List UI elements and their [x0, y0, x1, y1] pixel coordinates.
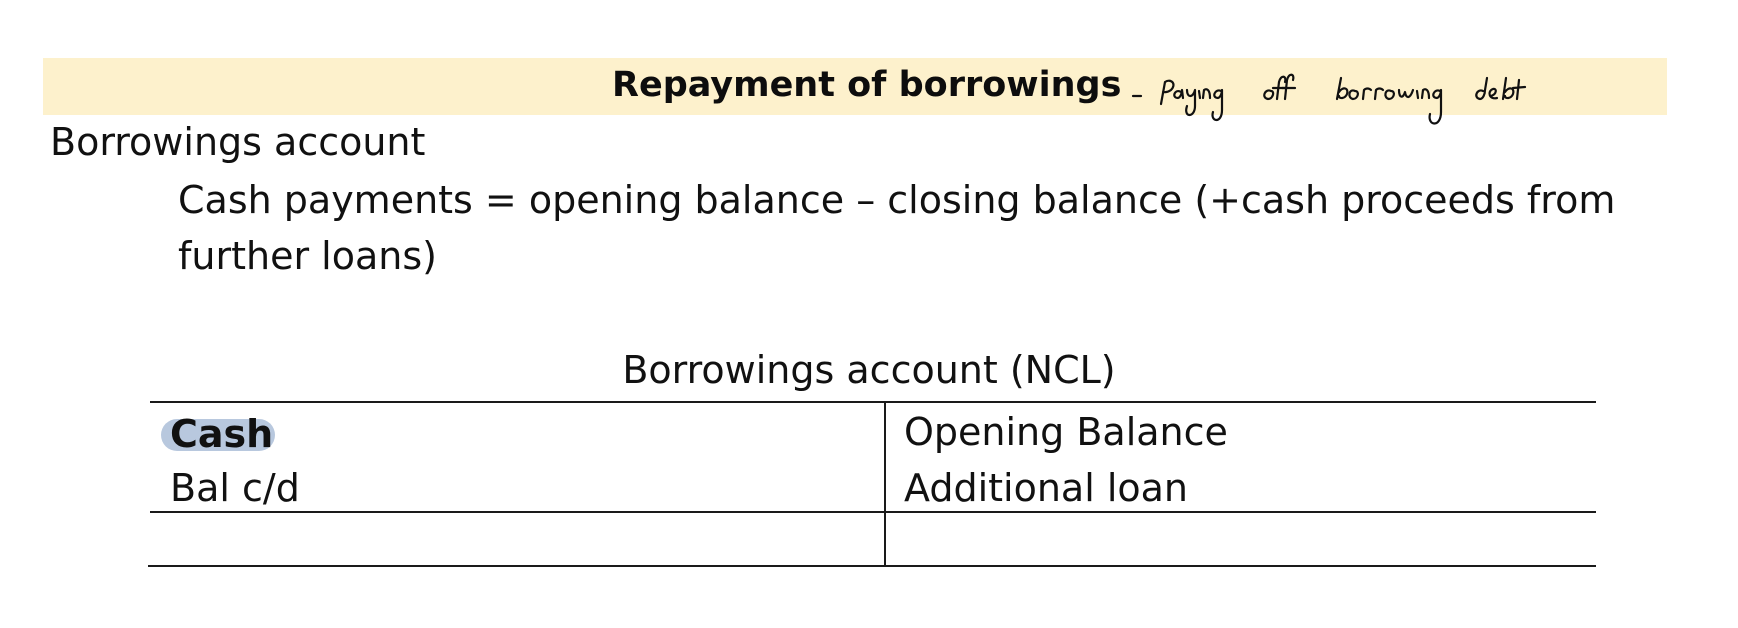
t-account-top-rule	[150, 401, 1596, 403]
section-heading: Borrowings account	[50, 120, 426, 164]
t-account-total-rule	[150, 511, 1596, 513]
t-account-title: Borrowings account (NCL)	[622, 348, 1116, 392]
formula-text: Cash payments = opening balance – closing balance (+cash proceeds from further loans)	[178, 178, 1616, 278]
credit-entry-opening-balance: Opening Balance	[904, 410, 1228, 454]
credit-entry-additional-loan: Additional loan	[904, 466, 1189, 510]
t-account-bottom-rule	[148, 565, 1596, 567]
handwritten-note-drawing	[1125, 66, 1525, 146]
page-title: Repayment of borrowings	[612, 65, 1122, 105]
debit-entry-bal-cd: Bal c/d	[170, 466, 300, 510]
debit-entry-cash: Cash	[170, 412, 274, 456]
handwritten-note	[1125, 66, 1525, 146]
t-account-divider	[884, 401, 886, 566]
